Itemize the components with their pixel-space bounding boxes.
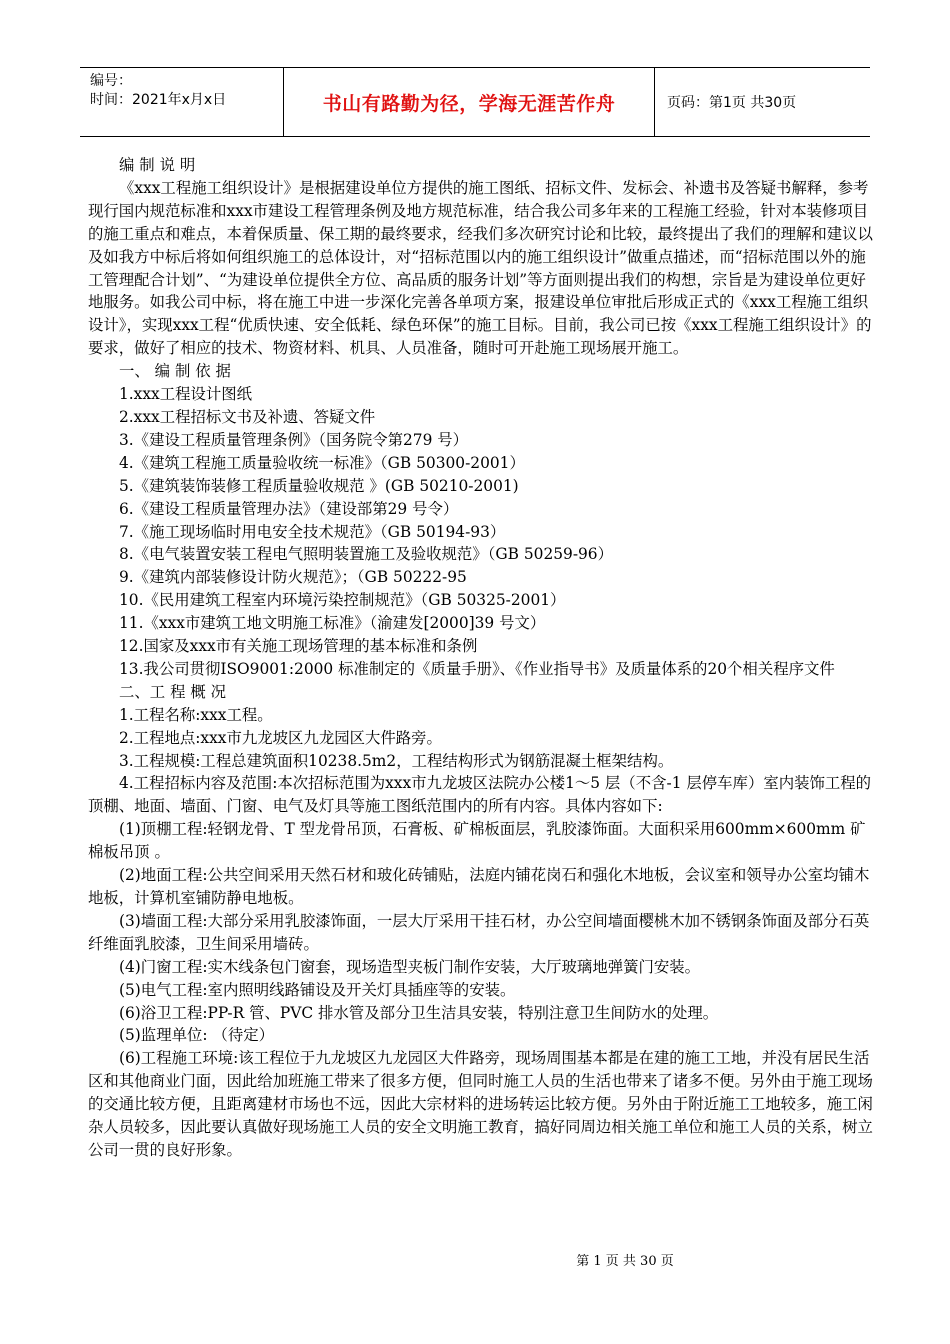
sub-item: (3)墙面工程:大部分采用乳胶漆饰面，一层大厅采用干挂石材，办公空间墙面樱桃木加不锈钢条饰面及部分石英纤维面乳胶漆，卫生间采用墙砖。 <box>88 911 870 953</box>
section-title: 编 制 说 明 <box>119 156 196 174</box>
list-item: 3.《建设工程质量管理条例》（国务院令第279 号） <box>119 430 469 449</box>
section-heading: 二、工 程 概 况 <box>119 682 227 701</box>
document-date: 时间：2021年x月x日 <box>90 92 227 108</box>
list-item: 3.工程规模:工程总建筑面积10238.5m2，工程结构形式为钢筋混凝土框架结构。 <box>119 751 674 770</box>
list-item: 4.工程招标内容及范围:本次招标范围为xxx市九龙坡区法院办公楼1～5 层（不含-1 层停车库）室内装饰工程的顶棚、地面、墙面、门窗、电气及灯具等施工图纸范围内的所有内容。具体内容如下: <box>88 774 872 816</box>
header-meta <box>80 68 283 136</box>
list-item: 4.《建筑工程施工质量验收统一标准》（GB 50300-2001） <box>119 453 525 472</box>
list-item: 2.xxx工程招标文书及补遗、答疑文件 <box>119 407 376 426</box>
intro-paragraph: 《xxx工程施工组织设计》是根据建设单位方提供的施工图纸、招标文件、发标会、补遗书及答疑书解释，参考现行国内规范标准和xxx市建设工程管理条例及地方规范标准，结合我公司多年来的工程施工经验，针对本装修项目的施工重点和难点，本着保质量、保工期的最终要求，经我们多次研究讨论和比较，最终提出了我们的理解和建议以及如我方中标后将如何组织施工的总体设计，对“招标范围以内的施工组织设计”做重点描述，而“招标范围以外的施工管理配合计划”、“为建设单位提供全方位、高品质的服务计划”等方面则提出我们的构想，宗旨是为建设单位更好地服务。如我公司中标，将在施工中进一步深化完善各单项方案，报建设单位审批后形成正式的《xxx工程施工组织设计》，实现xxx工程“优质快速、安全低耗、绿色环保”的施工目标。目前，我公司已按《xxx工程施工组织设计》的要求，做好了相应的技术、物资材料、机具、人员准备，随时可开赴施工现场展开施工。 <box>88 178 873 358</box>
list-item: 9.《建筑内部装修设计防火规范》；（GB 50222-95 <box>119 568 467 587</box>
sub-item: (4)门窗工程:实木线条包门窗套，现场造型夹板门制作安装，大厅玻璃地弹簧门安装。 <box>119 957 701 976</box>
section-heading: 一、 编 制 依 据 <box>119 362 231 381</box>
sub-item: (5)监理单位: （待定） <box>119 1026 275 1045</box>
sub-item: (6)工程施工环境:该工程位于九龙坡区九龙园区大件路旁，现场周围基本都是在建的施工工地，并没有居民生活区和其他商业门面，因此给加班施工带来了很多方便，但同时施工人员的生活也带来了诸多不便。另外由于施工现场的交通比较方便，且距离建材市场也不远，因此大宗材料的进场转运比较方便。另外由于附近施工工地较多，施工闲杂人员较多，因此要认真做好现场施工人员的安全文明施工教育，搞好同周边相关施工单位和施工人员的关系，树立公司一贯的良好形象。 <box>88 1049 873 1159</box>
sub-item: (6)浴卫工程:PP-R 管、PVC 排水管及部分卫生洁具安装，特别注意卫生间防水的处理。 <box>119 1003 719 1022</box>
list-item: 1.工程名称:xxx工程。 <box>119 705 273 724</box>
list-item: 2.工程地点:xxx市九龙坡区九龙园区大件路旁。 <box>119 728 442 747</box>
list-item: 5.《建筑装饰装修工程质量验收规范 》(GB 50210-2001) <box>119 476 519 495</box>
list-item: 11.《xxx市建筑工地文明施工标准》（渝建发[2000]39 号文） <box>119 614 546 633</box>
sub-item: (2)地面工程:公共空间采用天然石材和玻化砖铺贴，法庭内铺花岗石和强化木地板，会议室和领导办公室均铺木地板，计算机室铺防静电地板。 <box>88 866 870 907</box>
list-item: 8.《电气装置安装工程电气照明装置施工及验收规范》（GB 50259-96） <box>119 545 613 564</box>
list-item: 1.xxx工程设计图纸 <box>119 385 253 404</box>
list-item: 7.《施工现场临时用电安全技术规范》（GB 50194-93） <box>119 522 506 541</box>
list-item: 13.我公司贯彻ISO9001:2000 标准制定的《质量手册》、《作业指导书》及质量体系的20个相关程序文件 <box>119 659 835 678</box>
sub-item: (1)顶棚工程:轻钢龙骨、T 型龙骨吊顶，石膏板、矿棉板面层，乳胶漆饰面。大面积采用600mm×600mm 矿棉板吊顶 。 <box>88 820 866 862</box>
page-header <box>80 67 870 137</box>
page-footer: 第 1 页 共 30 页 <box>576 1254 674 1269</box>
list-item: 12.国家及xxx市有关施工现场管理的基本标准和条例 <box>119 637 478 656</box>
list-item: 6.《建设工程质量管理办法》（建设部第29 号令） <box>119 499 459 518</box>
header-page-number: 页码：第1页 共30页 <box>667 95 797 111</box>
document-number: 编号： <box>90 73 132 89</box>
header-motto: 书山有路勤为径，学海无涯苦作舟 <box>283 68 655 136</box>
sub-item: (5)电气工程:室内照明线路铺设及开关灯具插座等的安装。 <box>119 980 516 999</box>
document-body <box>88 154 874 1162</box>
list-item: 10.《民用建筑工程室内环境污染控制规范》（GB 50325-2001） <box>119 591 566 610</box>
